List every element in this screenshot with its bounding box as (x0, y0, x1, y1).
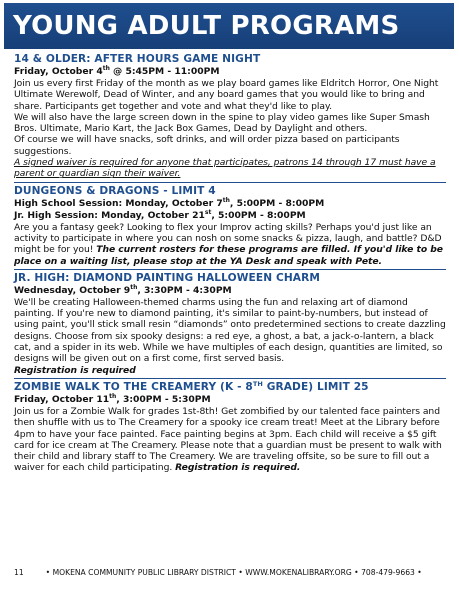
program-zombie-walk (14, 381, 446, 474)
roster-note: The current rosters for these programs are filled. If you'd like to be place on a waiting list, please stop at the YA Desk and speak with Pete. (14, 244, 443, 267)
section-divider (14, 269, 446, 270)
program-game-night (14, 53, 446, 180)
program-title: JR. HIGH: DIAMOND PAINTING HALLOWEEN CHARM (14, 271, 320, 284)
page-number: 11 (14, 568, 24, 577)
section-divider (14, 378, 446, 379)
session-date: High School Session: Monday, October 7th, 5:00PM - 8:00PM (14, 196, 325, 209)
program-description: Join us for a Zombie Walk for grades 1st-8th! Get zombified by our talented face painters and then shuffle with us to The Creamery for a spooky ice cream treat! Meet at the Library before 4pm to have your face painted. Face painting begins at 3pm. Each child will receive a $5 gift card for ice cream at The Creamery. Please note that a guardian must be present to walk with their child and library staff to The Creamery. We are traveling offsite, so be sure to fill out a waiver for each child participating. Registration is required. (14, 405, 442, 474)
program-title: 14 & OLDER: AFTER HOURS GAME NIGHT (14, 53, 261, 65)
program-description: Join us every first Friday of the month as we play board games like Eldritch Horror, One Night Ultimate Werewolf, Dead of Winter, and any board games that you would like to bring and share. Participants get together and vote and what they'd like to play. (14, 78, 439, 112)
program-title: ZOMBIE WALK TO THE CREAMERY (K - 8TH GRADE) LIMIT 25 (14, 379, 369, 393)
waiver-note: A signed waiver is required for anyone that participates, patrons 14 through 17 must have a parent or guardian sign their waiver. (14, 157, 436, 180)
program-list (14, 53, 446, 474)
program-description: We'll be creating Halloween-themed charms using the fun and relaxing art of diamond painting. If you're new to diamond painting, it's similar to paint-by-numbers, but instead of using paint, you'll stick small resin “diamonds” onto predetermined sections to create dazzling designs. Choose from six spooky designs: a red eye, a ghost, a bat, a jack-o-lantern, a black cat, and a spider in its web. While we have multiples of each design, quantities are limited, so designs will be given out on a first come, first served basis. (14, 296, 446, 365)
program-diamond-painting (14, 272, 446, 376)
session-date: Jr. High Session: Monday, October 21st, 5:00PM - 8:00PM (14, 208, 306, 221)
footer-contact: • MOKENA COMMUNITY PUBLIC LIBRARY DISTRICT • WWW.MOKENALIBRARY.ORG • 708-479-9663 • (45, 568, 422, 577)
program-description: We will also have the large screen down in the spine to play video games like Super Smash Bros. Ultimate, Mario Kart, the Jack Box Games, Dead by Daylight and others. (14, 111, 430, 135)
program-dnd (14, 185, 446, 267)
section-banner (4, 3, 454, 49)
section-divider (14, 182, 446, 183)
registration-note: Registration is required (14, 364, 136, 376)
program-date: Wednesday, October 9th, 3:30PM - 4:30PM (14, 283, 232, 296)
program-description: Are you a fantasy geek? Looking to flex your Improv acting skills? Perhaps you'd just like an activity to participate in where you can nosh on some snacks & pizza, laugh, and battle? D&D might be for you! The current rosters for these programs are filled. If you'd like to be place on a waiting list, please stop at the YA Desk and speak with Pete. (14, 221, 443, 267)
program-date: Friday, October 11th, 3:00PM - 5:30PM (14, 392, 211, 405)
registration-note: Registration is required. (175, 462, 301, 474)
program-title: DUNGEONS & DRAGONS - LIMIT 4 (14, 184, 216, 197)
program-date: Friday, October 4th @ 5:45PM - 11:00PM (14, 65, 220, 77)
program-description: Of course we will have snacks, soft drinks, and will order pizza based on participants suggestions. (14, 134, 400, 157)
page-footer (14, 568, 446, 578)
page-title: YOUNG ADULT PROGRAMS (13, 11, 400, 41)
